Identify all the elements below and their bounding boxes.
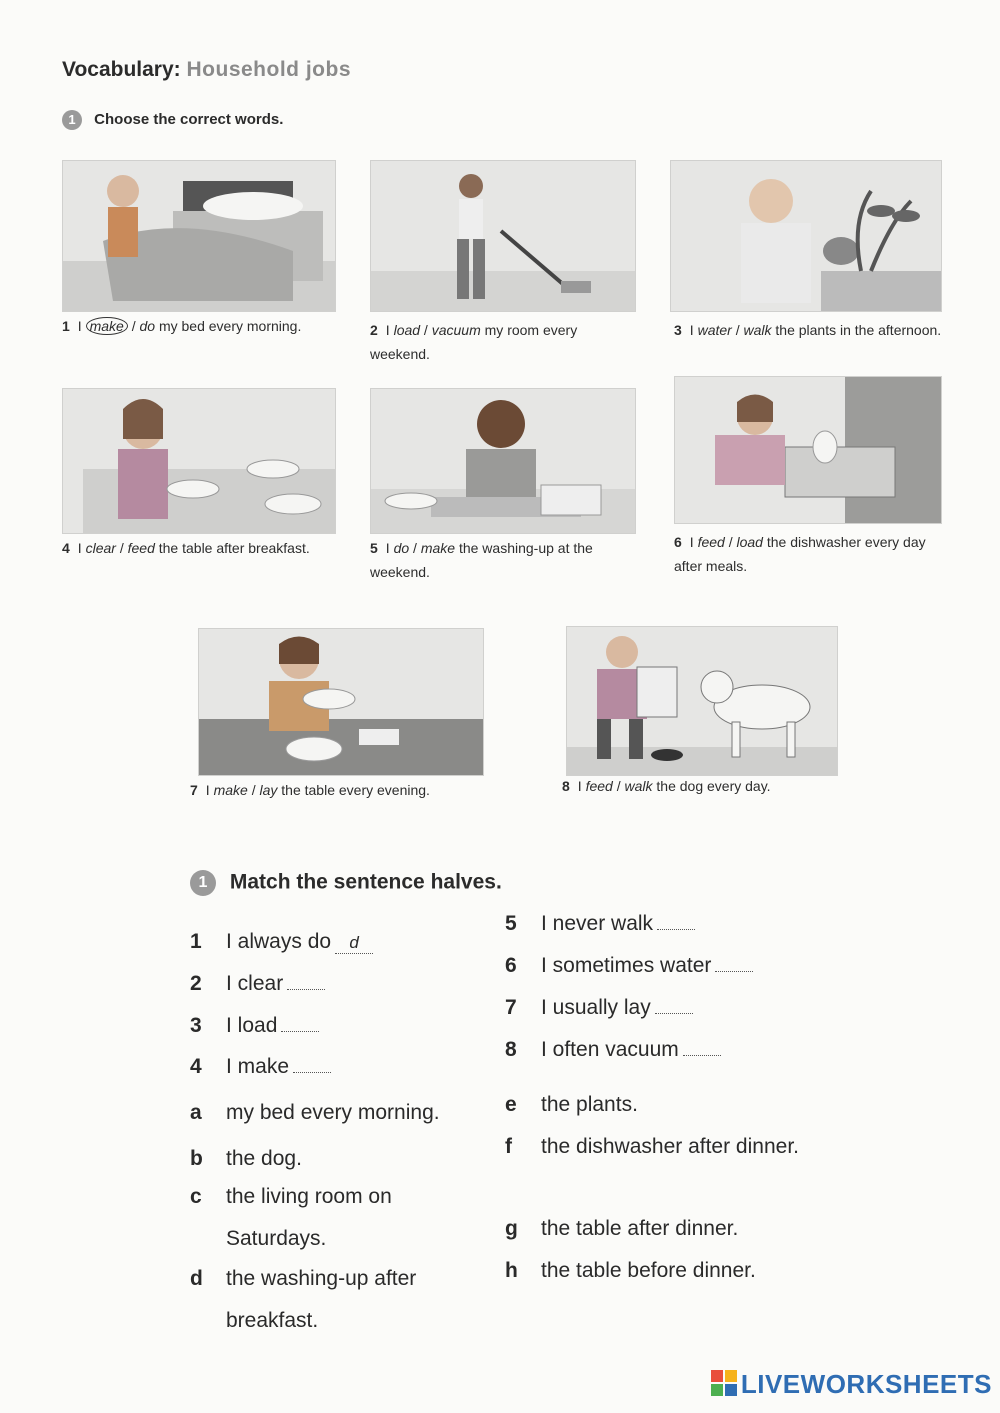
answer-blank[interactable] — [281, 1031, 319, 1032]
illustration-watering-plants — [670, 160, 942, 312]
sentence-start-4: 4 I make — [190, 1055, 331, 1079]
option[interactable]: do — [139, 318, 156, 334]
illustration-clearing-table — [62, 388, 336, 534]
sentence-start-5: 5 I never walk — [505, 912, 695, 936]
caption-7: 7 I make / lay the table every evening. — [190, 782, 430, 798]
ending-c: c the living room on Saturdays. — [190, 1185, 392, 1250]
sentence-start-2: 2 I clear — [190, 972, 325, 996]
sentence-start-6: 6 I sometimes water — [505, 954, 753, 978]
exercise2-instruction: Match the sentence halves. — [229, 870, 502, 894]
option[interactable]: feed — [697, 534, 725, 550]
liveworksheets-brand[interactable] — [711, 1369, 992, 1403]
illustration-making-bed — [62, 160, 336, 312]
option[interactable]: vacuum — [431, 322, 481, 338]
caption-5: 5 I do / make the washing-up at the weekend. — [370, 540, 593, 580]
exercise2-heading — [190, 870, 502, 896]
liveworksheets-logo-icon — [711, 1370, 737, 1403]
illustration-feeding-dog — [566, 626, 838, 776]
illustration-loading-dishwasher — [674, 376, 942, 524]
sentence-start-3: 3 I load — [190, 1014, 319, 1038]
illustration-washing-up — [370, 388, 636, 534]
exercise1-instruction: Choose the correct words. — [94, 110, 284, 128]
sentence-start-1: 1 I always do d — [190, 930, 373, 954]
answer-blank[interactable]: d — [335, 933, 373, 954]
brand-name: LIVEWORKSHEETS — [740, 1369, 992, 1400]
caption-4: 4 I clear / feed the table after breakfast. — [62, 540, 310, 556]
exercise-number-badge: 1 — [62, 110, 82, 130]
ending-e: e the plants. — [505, 1093, 638, 1116]
option[interactable]: feed — [585, 778, 613, 794]
ending-f: f the dishwasher after dinner. — [505, 1135, 799, 1158]
exercise-number-badge: 1 — [190, 870, 216, 896]
sentence-start-8: 8 I often vacuum — [505, 1038, 721, 1062]
title-sub: Household jobs — [186, 58, 351, 81]
ending-b: b the dog. — [190, 1147, 302, 1170]
title-main: Vocabulary: — [62, 58, 181, 81]
page-title — [62, 58, 351, 82]
answer-blank[interactable] — [715, 971, 753, 972]
answer-blank[interactable] — [683, 1055, 721, 1056]
caption-1: 1 I make / do my bed every morning. — [62, 318, 302, 334]
exercise1-heading — [62, 110, 283, 130]
answer-blank[interactable] — [287, 989, 325, 990]
caption-6: 6 I feed / load the dishwasher every day after meals. — [674, 534, 926, 574]
caption-8: 8 I feed / walk the dog every day. — [562, 778, 771, 794]
option[interactable]: do — [393, 540, 410, 556]
answer-blank[interactable] — [293, 1072, 331, 1073]
answer-blank[interactable] — [657, 929, 695, 930]
option[interactable]: make — [213, 782, 248, 798]
ending-h: h the table before dinner. — [505, 1259, 756, 1282]
option[interactable]: clear — [85, 540, 116, 556]
illustration-vacuuming — [370, 160, 636, 312]
caption-3: 3 I water / walk the plants in the afternoon. — [674, 322, 942, 338]
option[interactable]: lay — [259, 782, 278, 798]
option[interactable]: walk — [743, 322, 772, 338]
selected-option[interactable]: make — [86, 317, 128, 335]
ending-g: g the table after dinner. — [505, 1217, 739, 1240]
ending-d: d the washing-up after breakfast. — [190, 1267, 417, 1332]
illustration-laying-table — [198, 628, 484, 776]
option[interactable]: feed — [127, 540, 155, 556]
sentence-start-7: 7 I usually lay — [505, 996, 693, 1020]
answer-blank[interactable] — [655, 1013, 693, 1014]
option[interactable]: water — [697, 322, 732, 338]
option[interactable]: load — [736, 534, 763, 550]
ending-a: a my bed every morning. — [190, 1101, 440, 1124]
option[interactable]: make — [420, 540, 456, 556]
option[interactable]: load — [393, 322, 421, 338]
caption-2: 2 I load / vacuum my room every weekend. — [370, 322, 578, 362]
option[interactable]: walk — [624, 778, 653, 794]
